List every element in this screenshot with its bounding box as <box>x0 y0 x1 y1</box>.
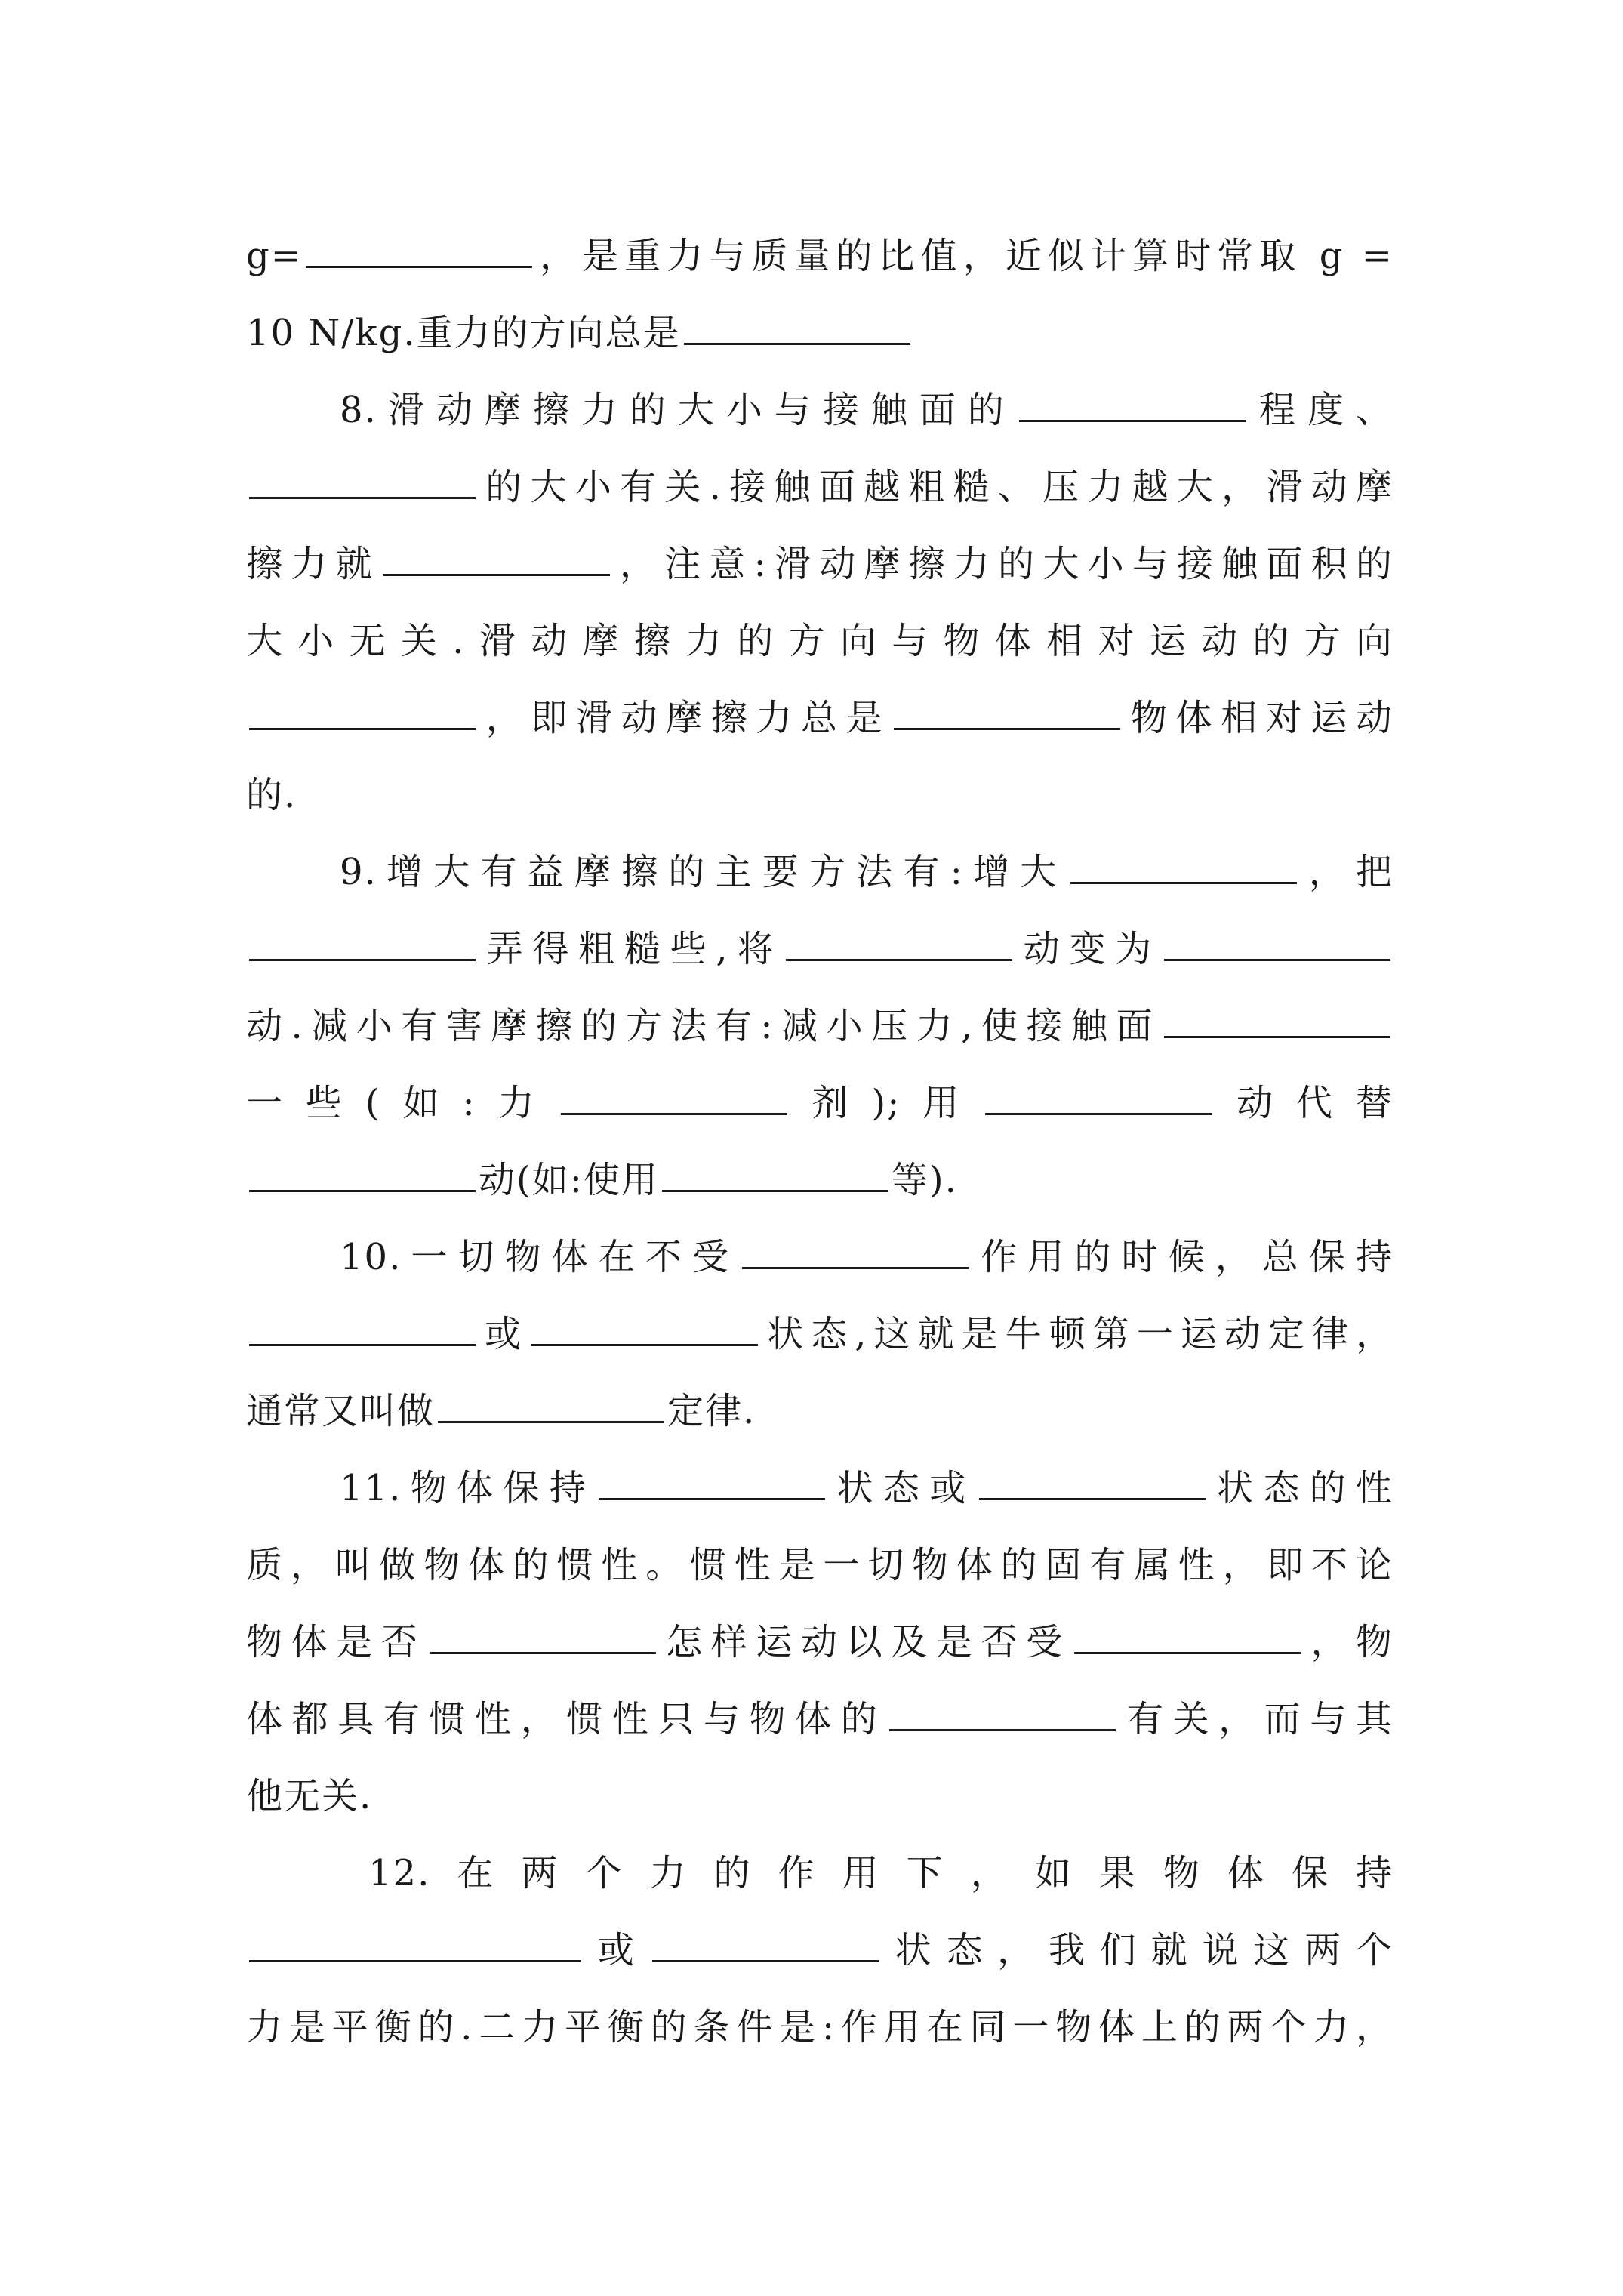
text-segment: 动变为 <box>1015 928 1161 970</box>
fill-blank[interactable] <box>249 1930 581 1962</box>
text-line <box>246 603 1394 680</box>
fill-blank[interactable] <box>684 313 910 345</box>
fill-blank[interactable] <box>1164 1006 1390 1038</box>
text-segment: ，即滑动摩擦力总是 <box>479 697 892 739</box>
fill-blank[interactable] <box>249 1160 476 1192</box>
text-line <box>246 525 1394 603</box>
text-segment: 状态或 <box>828 1467 976 1509</box>
fill-blank[interactable] <box>1070 852 1297 884</box>
text-segment: 8.滑动摩擦力的大小与接触面的 <box>340 389 1016 431</box>
text-segment: 动.减小有害摩擦的方法有:减小压力,使接触面 <box>246 1005 1161 1047</box>
text-segment: 等). <box>891 1159 958 1201</box>
text-segment: g= <box>246 235 303 277</box>
fill-blank[interactable] <box>438 1391 664 1423</box>
fill-blank[interactable] <box>985 1083 1212 1115</box>
text-segment: ，把 <box>1299 851 1394 893</box>
fill-blank[interactable] <box>531 1314 758 1346</box>
fill-blank[interactable] <box>249 1314 476 1346</box>
text-line <box>246 1758 1394 1835</box>
text-line <box>246 757 1394 834</box>
fill-blank[interactable] <box>249 698 476 730</box>
text-line <box>246 217 1394 294</box>
text-line <box>246 1373 1394 1450</box>
text-segment: 程度、 <box>1248 389 1394 431</box>
text-line <box>246 1142 1394 1219</box>
text-segment: 作用的时候，总保持 <box>972 1236 1394 1278</box>
text-segment: 一些(如:力 <box>246 1082 558 1124</box>
text-segment: ，物 <box>1303 1621 1394 1663</box>
fill-blank[interactable] <box>1074 1622 1301 1654</box>
text-line <box>246 1219 1394 1296</box>
text-segment: 有关，而与其 <box>1119 1698 1394 1740</box>
text-segment: 动(如:使用 <box>479 1159 659 1201</box>
text-line <box>246 834 1394 911</box>
fill-blank[interactable] <box>662 1160 888 1192</box>
text-segment: 或 <box>479 1313 529 1355</box>
text-line <box>246 680 1394 757</box>
text-line <box>246 1681 1394 1758</box>
text-line <box>246 448 1394 525</box>
text-line <box>246 1527 1394 1604</box>
text-segment: 状态的性 <box>1208 1467 1394 1509</box>
text-line <box>246 1912 1394 1989</box>
fill-blank[interactable] <box>742 1237 969 1269</box>
text-segment: 动代替 <box>1215 1082 1394 1124</box>
text-line <box>246 294 1394 371</box>
text-line <box>246 1604 1394 1681</box>
text-segment: 的大小有关.接触面越粗糙、压力越大，滑动摩 <box>479 466 1394 508</box>
text-line <box>246 371 1394 448</box>
text-segment: 10 N/kg.重力的方向总是 <box>246 312 681 354</box>
text-line <box>246 1065 1394 1142</box>
text-segment: 弄得粗糙些,将 <box>479 928 784 970</box>
text-segment: 剂);用 <box>790 1082 983 1124</box>
fill-blank[interactable] <box>786 929 1012 961</box>
text-segment: 物体相对运动 <box>1123 697 1394 739</box>
text-segment: 质，叫做物体的惯性。惯性是一切物体的固有属性，即不论 <box>246 1544 1394 1586</box>
text-segment: ，注意:滑动摩擦力的大小与接触面积的 <box>612 543 1394 585</box>
fill-blank[interactable] <box>561 1083 787 1115</box>
text-segment: 物体是否 <box>246 1621 427 1663</box>
fill-blank[interactable] <box>430 1622 656 1654</box>
text-segment: ，是重力与质量的比值，近似计算时常取 g = <box>534 235 1394 277</box>
text-segment: 怎样运动以及是否受 <box>658 1621 1071 1663</box>
text-segment: 状态，我们就说这两个 <box>881 1929 1394 1971</box>
text-line <box>246 1989 1394 2066</box>
fill-blank[interactable] <box>889 1699 1116 1731</box>
text-segment: 9.增大有益摩擦的主要方法有:增大 <box>340 851 1067 893</box>
fill-blank[interactable] <box>1019 390 1246 422</box>
text-segment: 力是平衡的.二力平衡的条件是:作用在同一物体上的两个力， <box>246 2006 1394 2048</box>
fill-blank[interactable] <box>383 544 610 576</box>
fill-blank[interactable] <box>249 929 476 961</box>
text-segment: 12.在两个力的作用下，如果物体保持 <box>368 1852 1394 1894</box>
fill-blank[interactable] <box>306 236 532 268</box>
fill-blank[interactable] <box>652 1930 879 1962</box>
text-line <box>246 1835 1394 1912</box>
text-segment: 大小无关.滑动摩擦力的方向与物体相对运动的方向 <box>246 620 1394 662</box>
text-segment: 通常又叫做 <box>246 1390 436 1432</box>
text-segment: 的. <box>246 774 297 816</box>
text-segment: 他无关. <box>246 1775 373 1817</box>
text-segment: 体都具有惯性，惯性只与物体的 <box>246 1698 887 1740</box>
text-segment: 状态,这就是牛顿第一运动定律， <box>761 1313 1394 1355</box>
text-segment: 或 <box>584 1929 649 1971</box>
text-segment: 定律. <box>667 1390 756 1432</box>
text-line <box>246 988 1394 1065</box>
text-segment: 10.一切物体在不受 <box>340 1236 740 1278</box>
text-line <box>246 1296 1394 1373</box>
fill-blank[interactable] <box>249 467 476 499</box>
document-body <box>246 217 1394 2066</box>
text-segment: 擦力就 <box>246 543 380 585</box>
fill-blank[interactable] <box>894 698 1120 730</box>
text-line <box>246 1450 1394 1527</box>
text-segment: 11.物体保持 <box>340 1467 596 1509</box>
fill-blank[interactable] <box>1164 929 1390 961</box>
fill-blank[interactable] <box>979 1468 1206 1500</box>
text-line <box>246 911 1394 988</box>
fill-blank[interactable] <box>599 1468 825 1500</box>
